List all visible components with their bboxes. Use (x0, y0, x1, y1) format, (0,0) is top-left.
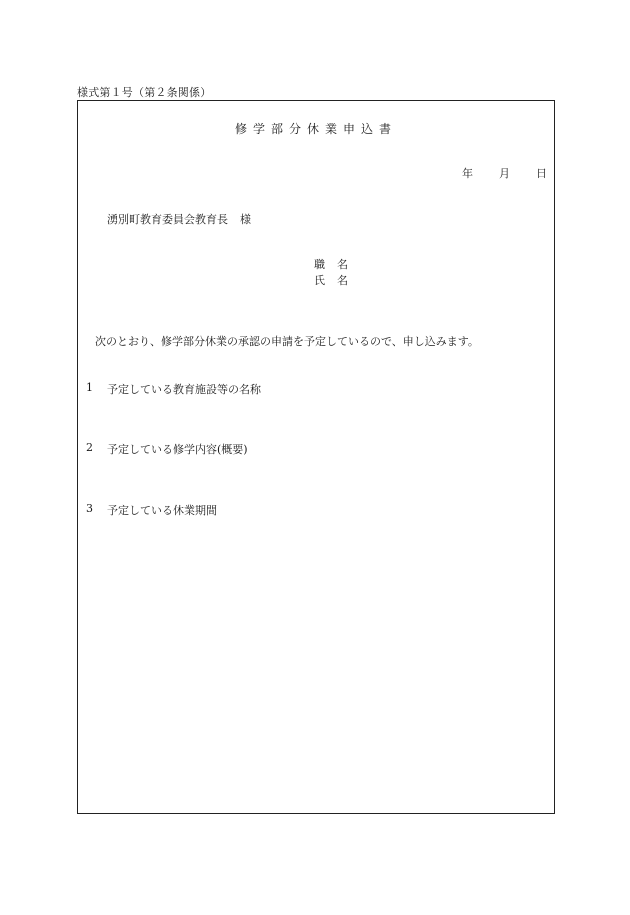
item-label: 予定している修学内容(概要) (107, 443, 248, 456)
item-study-content (86, 441, 248, 457)
item-facility-name (86, 381, 261, 397)
addressee-honorific: 様 (240, 213, 251, 226)
item-leave-period (86, 502, 217, 518)
position-label-char-1: 職 (314, 258, 325, 271)
form-title: 修学部分休業申込書 (234, 122, 397, 136)
name-label-char-2: 名 (337, 274, 348, 287)
day-label: 日 (536, 167, 547, 180)
year-label: 年 (462, 167, 473, 180)
name-label-char-1: 氏 (314, 274, 325, 287)
item-label: 予定している教育施設等の名称 (107, 383, 261, 396)
addressee-name: 湧別町教育委員会教育長 (107, 213, 228, 226)
name-row (314, 273, 348, 289)
item-number: 1 (86, 381, 93, 394)
position-row (314, 257, 348, 273)
item-label: 予定している休業期間 (107, 504, 217, 517)
item-number: 3 (86, 502, 93, 515)
month-label: 月 (499, 167, 510, 180)
date-row (462, 165, 547, 181)
addressee (107, 211, 251, 227)
form-number-label: 様式第１号（第２条関係） (77, 86, 212, 99)
position-label-char-2: 名 (337, 258, 348, 271)
intro-text: 次のとおり、修学部分休業の承認の申請を予定しているので、申し込みます。 (95, 335, 479, 348)
applicant-block (314, 257, 348, 289)
application-form-frame (77, 100, 555, 814)
item-number: 2 (86, 441, 93, 454)
